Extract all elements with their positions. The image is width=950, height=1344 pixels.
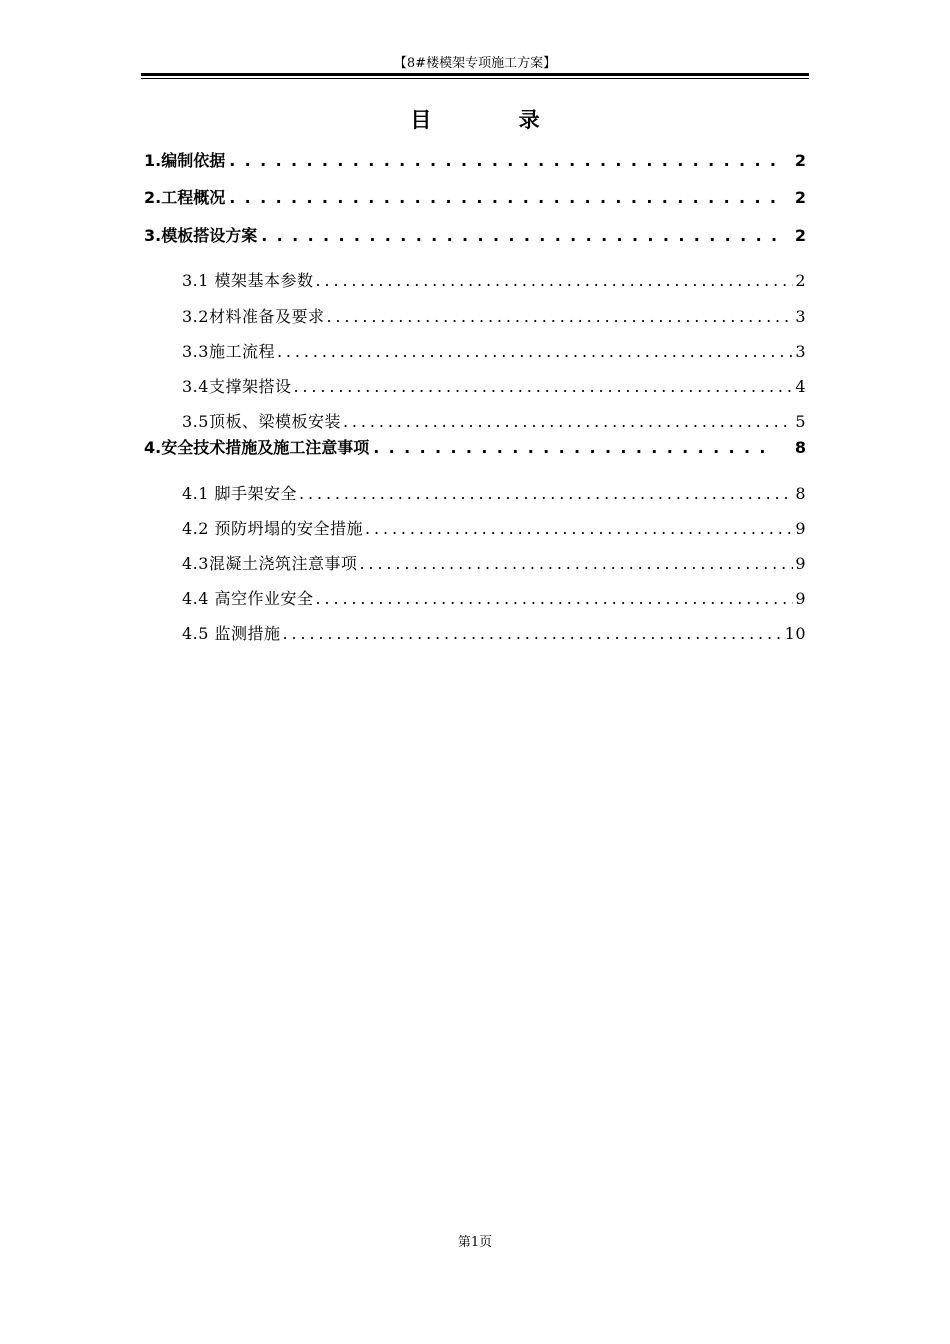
toc-entry-label: 4.3混凝土浇筑注意事项 xyxy=(182,554,358,573)
toc-entry-3[interactable] xyxy=(144,223,806,249)
toc-entry-label: 3.5顶板、梁模板安装 xyxy=(182,412,341,431)
toc-entry-label: 4.4 高空作业安全 xyxy=(182,589,314,608)
toc-entry-label: 2.工程概况 xyxy=(144,188,226,207)
toc-entry-page: 9 xyxy=(795,554,806,573)
toc-entry-page: 2 xyxy=(794,151,806,170)
toc-leader-dots xyxy=(314,268,794,294)
toc-entry-label: 3.4支撑架搭设 xyxy=(182,377,292,396)
toc-leader-dots xyxy=(291,374,793,400)
toc-entry-page: 2 xyxy=(795,271,806,290)
toc-entry-page: 2 xyxy=(794,226,806,245)
toc-entry-4-5[interactable] xyxy=(182,621,806,647)
toc-entry-4-1[interactable] xyxy=(182,481,806,507)
toc-entry-1[interactable] xyxy=(144,148,806,174)
toc-entry-page: 3 xyxy=(795,342,806,361)
page-footer: 第1页 xyxy=(457,1235,493,1250)
toc-entry-label: 3.模板搭设方案 xyxy=(144,226,258,245)
toc-entry-2[interactable] xyxy=(144,185,806,211)
header-rule-thick xyxy=(141,73,809,76)
toc-entry-3-1[interactable] xyxy=(182,268,806,294)
toc-leader-dots xyxy=(324,304,793,330)
toc-entry-3-4[interactable] xyxy=(182,374,806,400)
toc-leader-dots xyxy=(314,586,794,612)
toc-leader-dots xyxy=(297,481,793,507)
toc-leader-dots xyxy=(275,339,793,365)
toc-leader-dots xyxy=(357,551,793,577)
toc-entry-page: 4 xyxy=(795,377,806,396)
toc-leader-dots xyxy=(369,435,776,461)
toc-entry-label: 4.安全技术措施及施工注意事项 xyxy=(144,438,370,457)
toc-entry-3-3[interactable] xyxy=(182,339,806,365)
toc-entry-label: 4.5 监测措施 xyxy=(182,624,281,643)
toc-leader-dots xyxy=(225,148,776,174)
toc-leader-dots xyxy=(281,621,783,647)
toc-entry-page: 10 xyxy=(784,624,806,643)
toc-leader-dots xyxy=(341,409,793,435)
toc-entry-3-5[interactable] xyxy=(182,409,806,435)
toc-entry-page: 9 xyxy=(795,519,806,538)
toc-leader-dots xyxy=(257,223,776,249)
toc-entry-label: 1.编制依据 xyxy=(144,151,226,170)
toc-entry-3-2[interactable] xyxy=(182,304,806,330)
toc-entry-page: 8 xyxy=(794,438,806,457)
toc-entry-4-3[interactable] xyxy=(182,551,806,577)
toc-leader-dots xyxy=(225,185,776,211)
toc-entry-page: 9 xyxy=(795,589,806,608)
header-rule-thin xyxy=(141,78,809,79)
toc-entry-4-4[interactable] xyxy=(182,586,806,612)
toc-title: 目 录 xyxy=(410,108,580,132)
toc-entry-label: 3.1 模架基本参数 xyxy=(182,271,314,290)
toc-entry-label: 4.2 预防坍塌的安全措施 xyxy=(182,519,364,538)
toc-entry-page: 8 xyxy=(795,484,806,503)
toc-entry-label: 3.3施工流程 xyxy=(182,342,275,361)
toc-leader-dots xyxy=(363,516,793,542)
toc-entry-page: 2 xyxy=(794,188,806,207)
page-header: 【8#楼模架专项施工方案】 xyxy=(393,56,557,71)
toc-entry-label: 3.2材料准备及要求 xyxy=(182,307,325,326)
toc-entry-page: 3 xyxy=(795,307,806,326)
toc-entry-label: 4.1 脚手架安全 xyxy=(182,484,298,503)
toc-entry-4[interactable] xyxy=(144,435,806,461)
toc-entry-page: 5 xyxy=(795,412,806,431)
toc-entry-4-2[interactable] xyxy=(182,516,806,542)
